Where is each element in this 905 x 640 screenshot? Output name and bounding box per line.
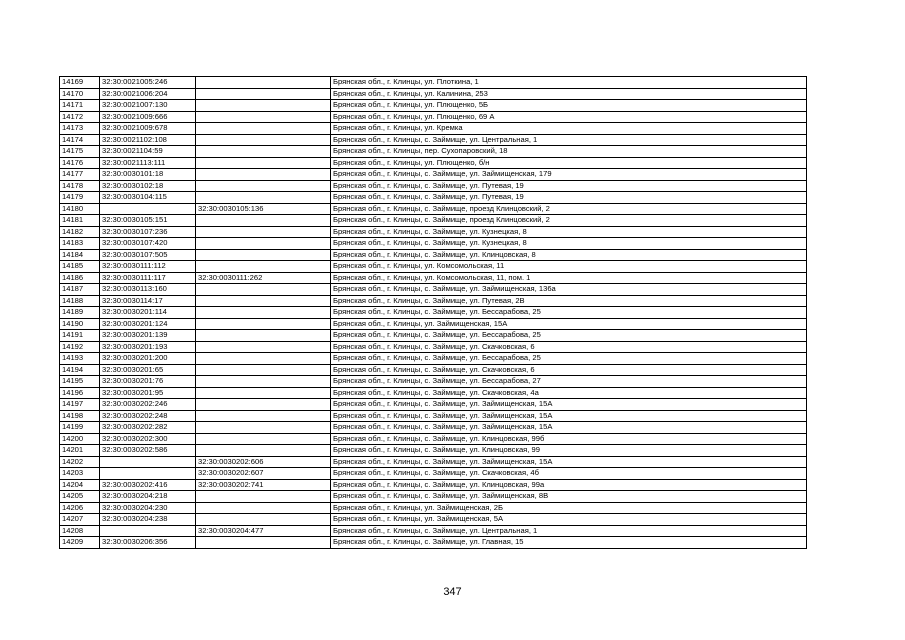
address-cell: Брянская обл., г. Клинцы, с. Займище, ул. Центральная, 1	[331, 525, 807, 537]
address-cell: Брянская обл., г. Клинцы, ул. Займищенская, 15А	[331, 318, 807, 330]
address-cell: Брянская обл., г. Клинцы, с. Займище, ул. Бессарабова, 25	[331, 353, 807, 365]
table-row	[60, 491, 807, 503]
address-cell: Брянская обл., г. Клинцы, ул. Комсомольская, 11, пом. 1	[331, 272, 807, 284]
table-row	[60, 192, 807, 204]
address-cell: Брянская обл., г. Клинцы, с. Займище, ул. Путевая, 2В	[331, 295, 807, 307]
table-row	[60, 272, 807, 284]
table-row	[60, 445, 807, 457]
table-row	[60, 376, 807, 388]
cadastral-number-cell: 32:30:0030114:17	[100, 295, 196, 307]
row-number-cell: 14171	[60, 100, 100, 112]
row-number-cell: 14169	[60, 77, 100, 89]
table-row	[60, 353, 807, 365]
linked-cadastral-number-cell	[196, 410, 331, 422]
linked-cadastral-number-cell	[196, 238, 331, 250]
linked-cadastral-number-cell	[196, 353, 331, 365]
linked-cadastral-number-cell: 32:30:0030105:136	[196, 203, 331, 215]
linked-cadastral-number-cell	[196, 146, 331, 158]
linked-cadastral-number-cell	[196, 100, 331, 112]
address-cell: Брянская обл., г. Клинцы, ул. Займищенская, 2Б	[331, 502, 807, 514]
table-row	[60, 111, 807, 123]
address-cell: Брянская обл., г. Клинцы, ул. Кремка	[331, 123, 807, 135]
table-row	[60, 341, 807, 353]
address-cell: Брянская обл., г. Клинцы, с. Займище, ул. Клинцовская, 99б	[331, 433, 807, 445]
linked-cadastral-number-cell	[196, 307, 331, 319]
row-number-cell: 14177	[60, 169, 100, 181]
address-cell: Брянская обл., г. Клинцы, с. Займище, ул. Клинцовская, 99	[331, 445, 807, 457]
cadastral-number-cell: 32:30:0030111:117	[100, 272, 196, 284]
row-number-cell: 14181	[60, 215, 100, 227]
cadastral-number-cell: 32:30:0030201:200	[100, 353, 196, 365]
table-row	[60, 146, 807, 158]
address-cell: Брянская обл., г. Клинцы, с. Займище, ул. Займищенская, 136а	[331, 284, 807, 296]
row-number-cell: 14180	[60, 203, 100, 215]
cadastral-number-cell	[100, 203, 196, 215]
linked-cadastral-number-cell	[196, 433, 331, 445]
row-number-cell: 14203	[60, 468, 100, 480]
cadastral-number-cell: 32:30:0030107:420	[100, 238, 196, 250]
table-row	[60, 318, 807, 330]
address-cell: Брянская обл., г. Клинцы, ул. Комсомольская, 11	[331, 261, 807, 273]
table-row	[60, 134, 807, 146]
address-cell: Брянская обл., г. Клинцы, с. Займище, ул. Бессарабова, 25	[331, 307, 807, 319]
linked-cadastral-number-cell	[196, 376, 331, 388]
cadastral-number-cell: 32:30:0021006:204	[100, 88, 196, 100]
row-number-cell: 14205	[60, 491, 100, 503]
linked-cadastral-number-cell: 32:30:0030202:741	[196, 479, 331, 491]
cadastral-number-cell: 32:30:0021009:666	[100, 111, 196, 123]
row-number-cell: 14172	[60, 111, 100, 123]
row-number-cell: 14184	[60, 249, 100, 261]
cadastral-number-cell: 32:30:0021113:111	[100, 157, 196, 169]
cadastral-number-cell	[100, 525, 196, 537]
address-cell: Брянская обл., г. Клинцы, с. Займище, ул. Скачковская, 4а	[331, 387, 807, 399]
cadastral-number-cell: 32:30:0030201:124	[100, 318, 196, 330]
table-row	[60, 77, 807, 89]
linked-cadastral-number-cell	[196, 88, 331, 100]
address-cell: Брянская обл., г. Клинцы, с. Займище, ул. Бессарабова, 25	[331, 330, 807, 342]
table-row	[60, 238, 807, 250]
linked-cadastral-number-cell: 32:30:0030204:477	[196, 525, 331, 537]
linked-cadastral-number-cell: 32:30:0030202:607	[196, 468, 331, 480]
linked-cadastral-number-cell	[196, 284, 331, 296]
linked-cadastral-number-cell	[196, 422, 331, 434]
cadastral-number-cell: 32:30:0030102:18	[100, 180, 196, 192]
linked-cadastral-number-cell	[196, 445, 331, 457]
address-cell: Брянская обл., г. Клинцы, с. Займище, ул. Кузнецкая, 8	[331, 226, 807, 238]
row-number-cell: 14193	[60, 353, 100, 365]
address-cell: Брянская обл., г. Клинцы, с. Займище, ул. Займищенская, 15А	[331, 456, 807, 468]
address-cell: Брянская обл., г. Клинцы, с. Займище, ул. Займищенская, 15А	[331, 410, 807, 422]
row-number-cell: 14190	[60, 318, 100, 330]
address-cell: Брянская обл., г. Клинцы, с. Займище, ул. Путевая, 19	[331, 180, 807, 192]
row-number-cell: 14201	[60, 445, 100, 457]
linked-cadastral-number-cell	[196, 226, 331, 238]
row-number-cell: 14186	[60, 272, 100, 284]
address-cell: Брянская обл., г. Клинцы, с. Займище, ул. Скачковская, 6	[331, 364, 807, 376]
row-number-cell: 14198	[60, 410, 100, 422]
row-number-cell: 14175	[60, 146, 100, 158]
row-number-cell: 14176	[60, 157, 100, 169]
address-cell: Брянская обл., г. Клинцы, ул. Займищенская, 5А	[331, 514, 807, 526]
cadastral-number-cell: 32:30:0030101:18	[100, 169, 196, 181]
linked-cadastral-number-cell	[196, 330, 331, 342]
cadastral-number-cell: 32:30:0030105:151	[100, 215, 196, 227]
cadastral-number-cell: 32:30:0030107:236	[100, 226, 196, 238]
table-row	[60, 215, 807, 227]
address-cell: Брянская обл., г. Клинцы, с. Займище, ул. Путевая, 19	[331, 192, 807, 204]
address-cell: Брянская обл., г. Клинцы, ул. Калинина, 253	[331, 88, 807, 100]
row-number-cell: 14187	[60, 284, 100, 296]
table-row	[60, 410, 807, 422]
table-row	[60, 387, 807, 399]
address-cell: Брянская обл., г. Клинцы, с. Займище, ул. Бессарабова, 27	[331, 376, 807, 388]
table-row	[60, 88, 807, 100]
address-cell: Брянская обл., г. Клинцы, пер. Сухопаровский, 18	[331, 146, 807, 158]
cadastral-number-cell: 32:30:0030201:193	[100, 341, 196, 353]
linked-cadastral-number-cell: 32:30:0030111:262	[196, 272, 331, 284]
row-number-cell: 14195	[60, 376, 100, 388]
cadastral-number-cell: 32:30:0030202:300	[100, 433, 196, 445]
linked-cadastral-number-cell	[196, 215, 331, 227]
table-row	[60, 157, 807, 169]
address-cell: Брянская обл., г. Клинцы, ул. Плющенко, б/н	[331, 157, 807, 169]
cadastral-number-cell: 32:30:0030201:76	[100, 376, 196, 388]
table-row	[60, 502, 807, 514]
row-number-cell: 14208	[60, 525, 100, 537]
table-row	[60, 537, 807, 549]
cadastral-number-cell: 32:30:0030204:238	[100, 514, 196, 526]
linked-cadastral-number-cell	[196, 537, 331, 549]
address-cell: Брянская обл., г. Клинцы, с. Займище, ул. Клинцовская, 8	[331, 249, 807, 261]
address-cell: Брянская обл., г. Клинцы, с. Займище, проезд Клинцовский, 2	[331, 203, 807, 215]
page-number: 347	[443, 586, 462, 598]
linked-cadastral-number-cell	[196, 514, 331, 526]
address-cell: Брянская обл., г. Клинцы, с. Займище, ул. Займищенская, 15А	[331, 399, 807, 411]
row-number-cell: 14191	[60, 330, 100, 342]
cadastral-number-cell: 32:30:0030202:246	[100, 399, 196, 411]
cadastral-number-cell: 32:30:0030107:505	[100, 249, 196, 261]
cadastral-number-cell: 32:30:0030113:160	[100, 284, 196, 296]
row-number-cell: 14182	[60, 226, 100, 238]
cadastral-number-cell	[100, 456, 196, 468]
table-row	[60, 123, 807, 135]
cadastral-number-cell: 32:30:0030201:114	[100, 307, 196, 319]
address-cell: Брянская обл., г. Клинцы, с. Займище, ул. Центральная, 1	[331, 134, 807, 146]
address-cell: Брянская обл., г. Клинцы, с. Займище, ул. Кузнецкая, 8	[331, 238, 807, 250]
linked-cadastral-number-cell	[196, 295, 331, 307]
cadastral-number-cell: 32:30:0030201:65	[100, 364, 196, 376]
row-number-cell: 14178	[60, 180, 100, 192]
table-row	[60, 100, 807, 112]
row-number-cell: 14204	[60, 479, 100, 491]
table-row	[60, 307, 807, 319]
row-number-cell: 14206	[60, 502, 100, 514]
address-cell: Брянская обл., г. Клинцы, с. Займище, ул. Скачковская, 4б	[331, 468, 807, 480]
cadastral-number-cell: 32:30:0030201:139	[100, 330, 196, 342]
cadastral-number-cell: 32:30:0021102:108	[100, 134, 196, 146]
linked-cadastral-number-cell	[196, 180, 331, 192]
cadastral-number-cell	[100, 468, 196, 480]
row-number-cell: 14173	[60, 123, 100, 135]
row-number-cell: 14183	[60, 238, 100, 250]
table-row	[60, 295, 807, 307]
cadastral-number-cell: 32:30:0030202:282	[100, 422, 196, 434]
cadastral-number-cell: 32:30:0021007:130	[100, 100, 196, 112]
linked-cadastral-number-cell	[196, 341, 331, 353]
cadastral-number-cell: 32:30:0030111:112	[100, 261, 196, 273]
row-number-cell: 14194	[60, 364, 100, 376]
linked-cadastral-number-cell	[196, 364, 331, 376]
linked-cadastral-number-cell	[196, 192, 331, 204]
row-number-cell: 14192	[60, 341, 100, 353]
row-number-cell: 14189	[60, 307, 100, 319]
cadastral-number-cell: 32:30:0030201:95	[100, 387, 196, 399]
table-row	[60, 180, 807, 192]
registry-table	[59, 76, 807, 549]
linked-cadastral-number-cell	[196, 318, 331, 330]
table-row	[60, 364, 807, 376]
row-number-cell: 14199	[60, 422, 100, 434]
linked-cadastral-number-cell	[196, 399, 331, 411]
address-cell: Брянская обл., г. Клинцы, ул. Плющенко, 69 А	[331, 111, 807, 123]
linked-cadastral-number-cell: 32:30:0030202:606	[196, 456, 331, 468]
row-number-cell: 14174	[60, 134, 100, 146]
table-row	[60, 249, 807, 261]
cadastral-number-cell: 32:30:0030104:115	[100, 192, 196, 204]
address-cell: Брянская обл., г. Клинцы, с. Займище, проезд Клинцовский, 2	[331, 215, 807, 227]
linked-cadastral-number-cell	[196, 157, 331, 169]
table-row	[60, 284, 807, 296]
row-number-cell: 14185	[60, 261, 100, 273]
table-row	[60, 422, 807, 434]
cadastral-number-cell: 32:30:0021009:678	[100, 123, 196, 135]
registry-table-body	[60, 77, 807, 549]
address-cell: Брянская обл., г. Клинцы, с. Займище, ул. Клинцовская, 99а	[331, 479, 807, 491]
linked-cadastral-number-cell	[196, 111, 331, 123]
address-cell: Брянская обл., г. Клинцы, с. Займище, ул. Главная, 15	[331, 537, 807, 549]
row-number-cell: 14202	[60, 456, 100, 468]
row-number-cell: 14196	[60, 387, 100, 399]
linked-cadastral-number-cell	[196, 123, 331, 135]
linked-cadastral-number-cell	[196, 491, 331, 503]
table-row	[60, 261, 807, 273]
row-number-cell: 14188	[60, 295, 100, 307]
linked-cadastral-number-cell	[196, 261, 331, 273]
address-cell: Брянская обл., г. Клинцы, с. Займище, ул. Займищенская, 8В	[331, 491, 807, 503]
cadastral-number-cell: 32:30:0030206:356	[100, 537, 196, 549]
cadastral-number-cell: 32:30:0030202:586	[100, 445, 196, 457]
table-row	[60, 169, 807, 181]
address-cell: Брянская обл., г. Клинцы, с. Займище, ул. Скачковская, 6	[331, 341, 807, 353]
row-number-cell: 14200	[60, 433, 100, 445]
linked-cadastral-number-cell	[196, 134, 331, 146]
address-cell: Брянская обл., г. Клинцы, с. Займище, ул. Займищенская, 15А	[331, 422, 807, 434]
cadastral-number-cell: 32:30:0021005:246	[100, 77, 196, 89]
table-row	[60, 468, 807, 480]
cadastral-number-cell: 32:30:0030204:230	[100, 502, 196, 514]
linked-cadastral-number-cell	[196, 502, 331, 514]
cadastral-number-cell: 32:30:0030202:248	[100, 410, 196, 422]
table-row	[60, 479, 807, 491]
linked-cadastral-number-cell	[196, 387, 331, 399]
row-number-cell: 14179	[60, 192, 100, 204]
table-row	[60, 399, 807, 411]
linked-cadastral-number-cell	[196, 249, 331, 261]
linked-cadastral-number-cell	[196, 169, 331, 181]
table-row	[60, 456, 807, 468]
table-row	[60, 330, 807, 342]
table-row	[60, 203, 807, 215]
cadastral-number-cell: 32:30:0021104:59	[100, 146, 196, 158]
row-number-cell: 14170	[60, 88, 100, 100]
table-row	[60, 433, 807, 445]
cadastral-number-cell: 32:30:0030204:218	[100, 491, 196, 503]
row-number-cell: 14207	[60, 514, 100, 526]
address-cell: Брянская обл., г. Клинцы, ул. Плющенко, 5Б	[331, 100, 807, 112]
table-row	[60, 514, 807, 526]
address-cell: Брянская обл., г. Клинцы, с. Займище, ул. Займищенская, 179	[331, 169, 807, 181]
table-row	[60, 226, 807, 238]
linked-cadastral-number-cell	[196, 77, 331, 89]
row-number-cell: 14197	[60, 399, 100, 411]
address-cell: Брянская обл., г. Клинцы, ул. Плоткина, 1	[331, 77, 807, 89]
cadastral-number-cell: 32:30:0030202:416	[100, 479, 196, 491]
table-row	[60, 525, 807, 537]
row-number-cell: 14209	[60, 537, 100, 549]
